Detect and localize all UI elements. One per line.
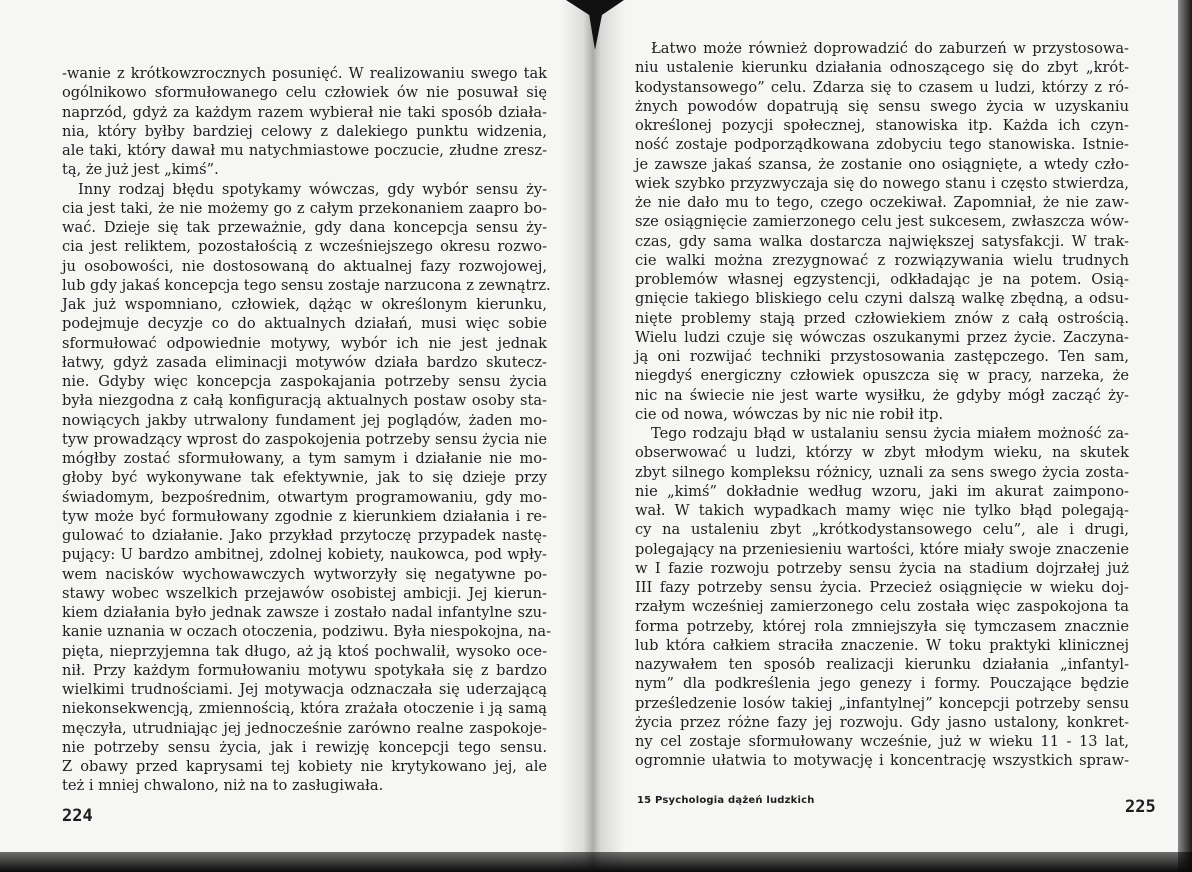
text-line: pujący: U bardzo ambitnej, zdolnej kobiety, naukowca, pod wpły- [62,546,547,564]
text-line: gulować to działanie. Jako przykład przytoczę przypadek nastę- [62,527,547,544]
text-line: nic na świecie nie jest warte wysiłku, że gdyby mógł zacząć ży- [635,386,1129,404]
text-line: kanie uznania w oczach otoczenia, podziwu. Była niespokojna, na- [62,623,552,641]
text-line: prześledzenie losów takiej „infantylnej” koncepcji potrzeby sensu [635,694,1129,712]
book-gutter [560,0,626,872]
right-page-text [635,39,1129,771]
text-line: cia jest taki, że nie możemy go z całym przekonaniem zaapro bo- [62,199,547,217]
text-line: -wanie z krótkowzrocznych posunięć. W realizowaniu swego tak [62,65,547,82]
text-line: tyw prowadzący wprost do zaspokojenia potrzeby sensu życia nie [62,430,547,448]
text-line: też i mniej chwalono, niż na to zasługiwała. [62,777,384,795]
text-line: kiem działania było jednak zawsze i zostało nadal infantylne szu- [62,604,547,621]
text-line: nił. Przy każdym formułowaniu motywu spotykała się z bardzo [62,661,547,679]
text-line: ją oni rozwijać techniki przystosowania zastępczego. Ten sam, [635,348,1129,365]
text-line: wem nacisków wychowawczych wytworzyły się negatywne po- [62,565,547,583]
text-line: cie walki można zrezygnować z rozwiązywania wielu trudnych [635,251,1129,269]
text-line: cy na ustaleniu zbyt „krótkodystansowego celu”, ale i drugi, [635,521,1129,539]
text-line: czas, gdy sama walka dostarcza największej satysfakcji. W trak- [635,232,1129,250]
text-line: rzałym wcześniej zamierzonego celu została więc zaspokojona ta [635,598,1129,616]
text-line: sze osiągnięcie zamierzonego celu jest sukcesem, zwłaszcza wów- [635,213,1129,231]
text-line: problemów własnej egzystencji, odkładając je na potem. Osią- [635,271,1129,288]
text-line: niekonsekwencją, zmiennością, która zrażała otoczenie i ją samą [62,700,547,718]
text-line: ogólnikowo sformułowanego celu człowiek ów nie posuwał się [62,84,547,102]
scan-shadow [0,852,1192,872]
text-line: cie od nowa, wówczas by nic nie robił itp. [635,405,944,423]
text-line: żnych powodów dopatrują się sensu swego życia w uzyskaniu [635,97,1129,115]
text-line: ale taki, który dawał mu natychmiastowe poczucie, złudne zresz- [62,142,547,159]
text-line: głoby być wykonywane tak efektywnie, jak to się dzieje przy [62,469,547,487]
text-line: stawy wobec wszelkich przejawów osobistej ambicji. Jej kierun- [62,584,547,602]
text-line: zbyt silnego kompleksu różnicy, uznali za sens swego życia zosta- [635,463,1129,481]
text-line: forma potrzeby, której rola zmniejszyła się tymczasem znacznie [635,617,1129,635]
text-line: Łatwo może również doprowadzić do zaburzeń w przystosowa- [651,40,1129,57]
text-line: Jak już wspomniano, człowiek, dążąc w określonym kierunku, [62,296,547,313]
text-line: w I fazie rozwoju potrzeby sensu życia na stadium dojrzałej już [635,559,1129,577]
text-line: nia, który byłby bardziej celowy z dalekiego punktu widzenia, [62,122,547,140]
text-line: pięta, nieprzyjemna tak długo, aż ją ktoś pochwalił, wysoko oce- [62,642,547,660]
text-line: świadomym, bezpośrednim, otwartym programowaniu, gdy mo- [62,488,547,506]
text-line: nowiących jakby utrwalony fundament jej poglądów, żaden mo- [62,411,547,429]
text-line: życia przez różne fazy jej rozwoju. Gdy jasno ustalony, konkret- [635,713,1129,731]
left-page [0,0,585,872]
text-line: je zawsze jakaś szansa, że zostanie ono osiągnięte, a wtedy czło- [635,155,1129,173]
text-line: cia jest reliktem, pozostałością z wcześniejszego okresu rozwo- [62,238,547,256]
text-line: polegający na przeniesieniu wartości, które miały swoje znaczenie [635,540,1129,558]
text-line: wać. Dzieje się tak przeważnie, gdy dana koncepcja sensu ży- [62,219,547,236]
text-line: lub która całkiem straciła znaczenie. W toku praktyki klinicznej [635,636,1129,654]
text-line: nym” dla podkreślenia jego genezy i formy. Pouczające będzie [635,675,1129,693]
text-line: tyw może być formułowany zgodnie z kierunkiem działania i re- [62,507,547,525]
text-line: ny cel zostaje sformułowany wcześnie, już w wieku 11 - 13 lat, [635,733,1129,750]
text-line: wał. W takich wypadkach mamy więc nie tylko błąd polegają- [635,502,1129,519]
text-line: nazywałem ten sposób realizacji kierunku działania „infantyl- [635,656,1129,673]
text-line: sformułować odpowiednie motywy, wybór ich nie jest jednak [62,334,547,352]
text-line: Wielu ludzi czuje się wówczas oszukanymi przez życie. Zaczyna- [635,328,1129,346]
text-line: kodystansowego” celu. Zdarza się to czasem u ludzi, którzy z ró- [635,78,1129,96]
book-edge [1178,0,1192,872]
printer-signature: 15 Psychologia dążeń ludzkich [637,795,815,806]
text-line: mógłby zostać sformułowany, a tym samym i działanie nie mo- [62,450,547,467]
text-line: obserwować u ludzi, którzy w zbyt młodym wieku, na skutek [635,444,1129,462]
text-line: nie „kimś” dokładnie według wzoru, jaki im akurat zaimpono- [635,482,1129,500]
text-line: męczyła, utrudniając jej jednocześnie zarówno realne zaspokoje- [62,719,547,737]
text-line: nie. Gdyby więc koncepcja zaspokajania potrzeby sensu życia [62,373,547,390]
text-line: określonej pozycji społecznej, stanowiska itp. Każda ich czyn- [635,117,1129,134]
text-line: lub gdy jakaś koncepcja tego sensu zostaje narzucona z zewnątrz. [62,276,551,294]
left-page-number: 224 [62,806,93,826]
text-line: gnięcie takiego bliskiego celu czyni dalszą walkę zbędną, a odsu- [635,290,1129,308]
text-line: Z obawy przed kaprysami tej kobiety nie krytykowano jej, ale [62,758,547,775]
text-line: nięte problemy stają przed człowiekiem znów z całą ostrością. [635,309,1129,327]
text-line: łatwy, gdyż zasada eliminacji motywów działa bardzo skutecz- [62,353,547,371]
text-line: że nie dało mu to tego, czego oczekiwał. Zapomniał, że nie zaw- [635,194,1129,211]
text-line: tą, że już jest „kimś”. [62,161,219,179]
text-line: wielkimi trudnościami. Jej motywacja odznaczała się uderzającą [62,681,547,698]
text-line: podejmuje decyzje co do aktualnych działań, musi więc sobie [62,315,547,333]
text-line: nie potrzeby sensu życia, jak i rewizję koncepcji tego sensu. [62,738,547,756]
text-line: ogromnie ułatwia to motywację i koncentrację wszystkich spraw- [635,752,1129,770]
text-line: naprzód, gdyż za każdym razem wybierał nie taki sposób działa- [62,103,547,121]
text-line: Tego rodzaju błąd w ustalaniu sensu życia miałem możność za- [651,425,1129,442]
text-line: była niezgodna z całą konfiguracją aktualnych postaw osoby sta- [62,392,547,410]
right-page [585,0,1192,872]
right-page-number: 225 [1125,797,1156,817]
text-line: niegdyś energiczny człowiek opuszcza się w pracy, narzeka, że [635,367,1129,385]
text-line: ju osobowości, nie dostosowaną do aktualnej fazy rozwojowej, [62,257,547,275]
left-page-text [62,64,552,796]
text-line: Inny rodzaj błędu spotykamy wówczas, gdy wybór sensu ży- [78,180,547,198]
text-line: ność zostaje podporządkowana zdobyciu tego stanowiska. Istnie- [635,136,1129,154]
text-line: wiek szybko przyzwyczaja się do nowego stanu i często stwierdza, [635,174,1129,192]
text-line: niu ustalenie kierunku działania odnoszącego się do zbyt „krót- [635,59,1129,77]
text-line: III fazy potrzeby sensu życia. Przecież osiągnięcie w wieku doj- [635,579,1129,596]
